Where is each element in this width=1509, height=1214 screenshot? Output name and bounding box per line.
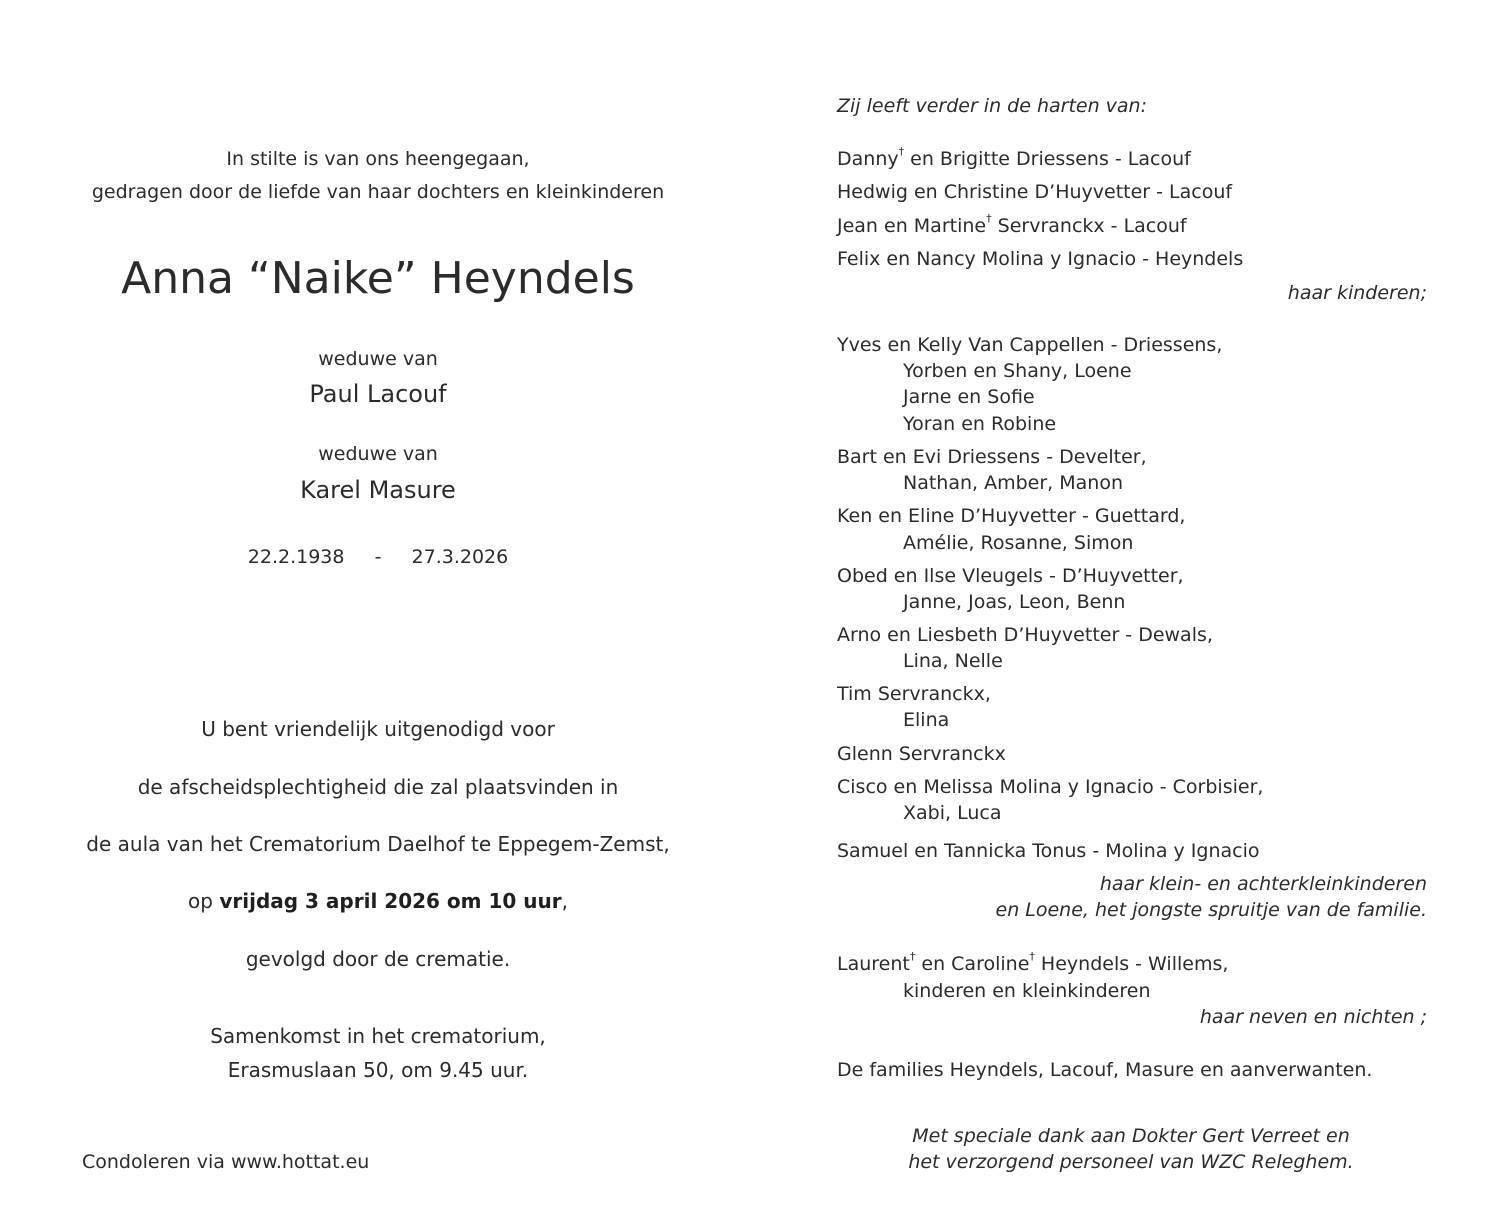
great-grandchildren-line: Lina, Nelle (903, 650, 1003, 672)
grandchildren-caption-1: haar klein- en achterkleinkinderen (1099, 873, 1427, 895)
birth-date: 22.2.1938 (247, 546, 345, 568)
great-grandchildren-line: Yoran en Robine (903, 413, 1057, 435)
child-line-2: Hedwig en Christine D’Huyvetter - Lacouf (837, 181, 1233, 203)
grandchild-line: Glenn Servranckx (837, 743, 1006, 765)
great-grandchildren-line: Xabi, Luca (903, 802, 1002, 824)
condolence-link[interactable]: Condoleren via www.hottat.eu (82, 1151, 370, 1173)
great-grandchildren-line: Nathan, Amber, Manon (903, 472, 1124, 494)
thanks-line-1: Met speciale dank aan Dokter Gert Verreet en (912, 1125, 1350, 1147)
child-line-1 (837, 145, 1191, 170)
life-dates (0, 546, 756, 568)
invite-line-2: de afscheidsplechtigheid die zal plaatsvinden in (137, 775, 619, 799)
gathering-line-1: Samenkomst in het crematorium, (210, 1024, 546, 1048)
cousins-line-2: kinderen en kleinkinderen (903, 980, 1151, 1002)
cousins-rest: Heyndels - Willems, (1034, 953, 1229, 975)
child-1-name: Danny (837, 148, 899, 170)
great-grandchildren-line: Janne, Joas, Leon, Benn (903, 591, 1126, 613)
right-heading: Zij leeft verder in de harten van: (837, 95, 1147, 117)
child-line-4: Felix en Nancy Molina y Ignacio - Heyndels (837, 248, 1244, 270)
grandchild-line: Cisco en Melissa Molina y Ignacio - Corbisier, (837, 776, 1264, 798)
child-3-rest: Servranckx - Lacouf (991, 215, 1187, 237)
great-grandchildren-line: Amélie, Rosanne, Simon (903, 532, 1134, 554)
great-grandchildren-line: Jarne en Sofie (903, 386, 1035, 408)
grandchild-line: Yves en Kelly Van Cappellen - Driessens, (837, 334, 1223, 356)
families-line: De families Heyndels, Lacouf, Masure en aanverwanten. (837, 1059, 1373, 1081)
invite-line-5: gevolgd door de crematie. (245, 947, 511, 971)
death-date: 27.3.2026 (411, 546, 509, 568)
cousin-1-name: Laurent (837, 953, 910, 975)
grandchild-line: Ken en Eline D’Huyvetter - Guettard, (837, 505, 1186, 527)
cousins-line-1 (837, 950, 1229, 975)
grandchild-line: Samuel en Tannicka Tonus - Molina y Ignacio (837, 840, 1260, 862)
invite-line-1: U bent vriendelijk uitgenodigd voor (201, 717, 555, 741)
grandchild-line: Arno en Liesbeth D’Huyvetter - Dewals, (837, 624, 1213, 646)
invite-line-4-suffix: , (561, 889, 568, 913)
child-1-rest: en Brigitte Driessens - Lacouf (904, 148, 1191, 170)
great-grandchildren-line: Elina (903, 709, 950, 731)
widow-name-1: Paul Lacouf (309, 380, 447, 408)
grandchild-line: Obed en Ilse Vleugels - D’Huyvetter, (837, 565, 1184, 587)
widow-label-2: weduwe van (318, 443, 438, 465)
invite-line-4-prefix: op (188, 889, 220, 913)
invite-line-3: de aula van het Crematorium Daelhof te Eppegem-Zemst, (86, 832, 670, 856)
child-line-3 (837, 212, 1187, 237)
dagger-mark: † (898, 145, 905, 158)
ceremony-datetime: vrijdag 3 april 2026 om 10 uur (219, 889, 562, 913)
cousin-2-name: en Caroline (915, 953, 1030, 975)
dagger-mark: † (986, 212, 992, 225)
grandchildren-caption-2: en Loene, het jongste spruitje van de familie. (995, 899, 1427, 921)
great-grandchildren-line: Yorben en Shany, Loene (903, 360, 1132, 382)
dagger-mark: † (909, 950, 916, 963)
invite-line-4 (0, 889, 756, 913)
gathering-line-2: Erasmuslaan 50, om 9.45 uur. (227, 1058, 529, 1082)
grandchild-line: Tim Servranckx, (837, 683, 991, 705)
intro-line-2: gedragen door de liefde van haar dochters en kleinkinderen (91, 181, 665, 203)
thanks-line-2: het verzorgend personeel van WZC Releghem. (908, 1151, 1354, 1173)
date-separator: - (374, 546, 382, 568)
intro-line-1: In stilte is van ons heengegaan, (226, 148, 530, 170)
deceased-name: Anna “Naike” Heyndels (121, 253, 635, 304)
cousins-caption: haar neven en nichten ; (1199, 1006, 1427, 1028)
children-caption: haar kinderen; (1287, 282, 1427, 304)
child-3-name: Jean en Martine (837, 215, 987, 237)
widow-name-2: Karel Masure (300, 476, 456, 504)
dagger-mark: † (1029, 950, 1035, 963)
widow-label-1: weduwe van (318, 348, 438, 370)
grandchild-line: Bart en Evi Driessens - Develter, (837, 446, 1147, 468)
